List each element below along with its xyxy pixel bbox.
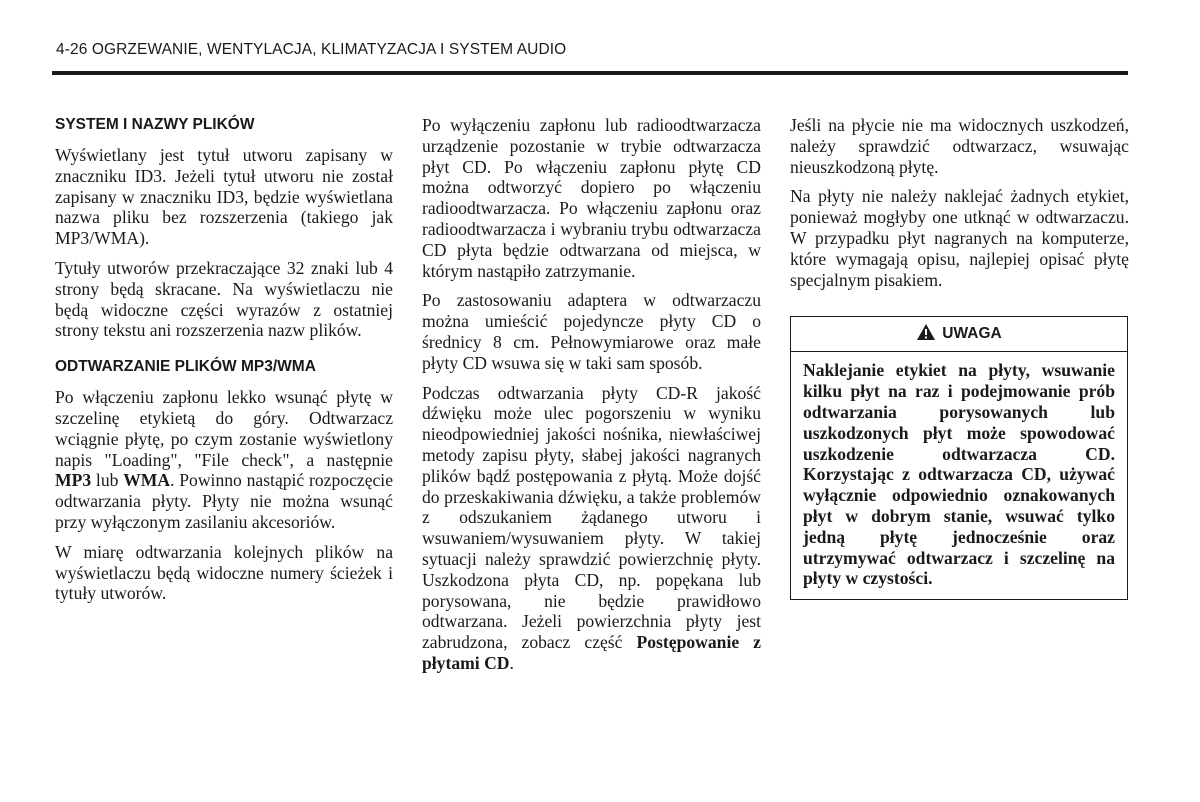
paragraph-check-player: Jeśli na płycie nie ma widocznych uszkodzeń, należy sprawdzić odtwarzacz, wsuwając nieuszkodzoną płytę. xyxy=(790,115,1129,177)
warning-title-bar xyxy=(791,317,1127,352)
paragraph-id3: Wyświetlany jest tytuł utworu zapisany w znaczniku ID3. Jeżeli tytuł utworu nie został zapisany w znaczniku ID3, będzie wyświetlana nazwa pliku bez rozszerzenia (takiego jak MP3/WMA). xyxy=(55,145,393,249)
paragraph-labels: Na płyty nie należy naklejać żadnych etykiet, ponieważ mogłyby one utknąć w odtwarzaczu. W przypadku płyt nagranych na komputerze, które wymagają opisu, najlepiej opisać płytę specjalnym pisakiem. xyxy=(790,186,1129,290)
column-middle xyxy=(422,115,761,683)
paragraph-insert-disc: Po włączeniu zapłonu lekko wsunąć płytę w szczelinę etykietą do góry. Odtwarzacz wciągnie płytę, po czym zostanie wyświetlony napis "Loading", "File check", a następnie MP3 lub WMA. Powinno nastąpić rozpoczęcie odtwarzania płyty. Płyty nie można wsunąć przy wyłączonym zasilaniu akcesoriów. xyxy=(55,387,394,532)
paragraph-ignition: Po wyłączeniu zapłonu lub radioodtwarzacza urządzenie pozostanie w trybie odtwarzacza płyt CD. Po włączeniu zapłonu płytę CD można odtworzyć dopiero po włączeniu radioodtwarzacza. Po włączeniu zapłonu oraz radioodtwarzacza i wybraniu trybu odtwarzacza CD płyta będzie odtwarzana od miejsca, w którym nastąpiło zatrzymanie. xyxy=(422,115,761,281)
page-header: 4-26 OGRZEWANIE, WENTYLACJA, KLIMATYZACJA I SYSTEM AUDIO xyxy=(56,41,567,58)
paragraph-title-length: Tytuły utworów przekraczające 32 znaki lub 4 strony będą skracane. Na wyświetlaczu nie będą widoczne części wyrazów z ostatniej strony tekstu ani rozszerzenia nazw plików. xyxy=(55,257,393,341)
warning-text: Naklejanie etykiet na płyty, wsuwanie kilku płyt na raz i podejmowanie prób odtwarzania porysowanych lub uszkodzonych płyt może spowodować uszkodzenie odtwarzacza CD. Korzystając z odtwarzacza CD, używać wyłącznie odpowiednio oznakowanych płyt w dobrym stanie, wsuwać tylko jedną płytę jednocześnie oraz utrzymywać odtwarzacz i szczelinę na płyty w czystości. xyxy=(803,360,1115,589)
warning-title: UWAGA xyxy=(942,325,1002,343)
section-heading-playback: ODTWARZANIE PLIKÓW MP3/WMA xyxy=(55,358,316,376)
paragraph-adapter: Po zastosowaniu adaptera w odtwarzaczu można umieścić pojedyncze płyty CD o średnicy 8 cm. Pełnowymiarowe oraz małe płyty CD wsuwa się w taki sam sposób. xyxy=(422,290,761,373)
column-left xyxy=(55,115,393,613)
paragraph-track-display: W miarę odtwarzania kolejnych plików na wyświetlaczu będą widoczne numery ścieżek i tytuły utworów. xyxy=(55,541,393,604)
mp3-label: MP3 xyxy=(55,470,92,491)
cross-reference-link[interactable]: Postępowanie z płytami CD xyxy=(422,632,761,673)
paragraph-cdr-quality: Podczas odtwarzania płyty CD-R jakość dźwięku może ulec pogorszeniu w wyniku nieodpowiedniej jakości nośnika, niewłaściwej metody zapisu płyty, słabej jakości nagranych plików bądź postępowania z płytą. Może dojść do przeskakiwania dźwięku, a także problemów z odszukaniem żądanego utworu i wsuwaniem/wysuwaniem płyty. W takiej sytuacji należy sprawdzić powierzchnię płyty. Uszkodzona płyta CD, np. popękana lub porysowana, nie będzie prawidłowo odtwarzana. Jeżeli powierzchnia płyty jest zabrudzona, zobacz część Postępowanie z płytami CD. xyxy=(422,382,761,673)
column-right xyxy=(790,115,1129,600)
warning-triangle-icon xyxy=(916,323,936,341)
wma-label: WMA xyxy=(123,470,171,491)
warning-box xyxy=(790,316,1128,600)
section-heading-system: SYSTEM I NAZWY PLIKÓW xyxy=(55,116,255,133)
header-rule xyxy=(52,71,1128,75)
